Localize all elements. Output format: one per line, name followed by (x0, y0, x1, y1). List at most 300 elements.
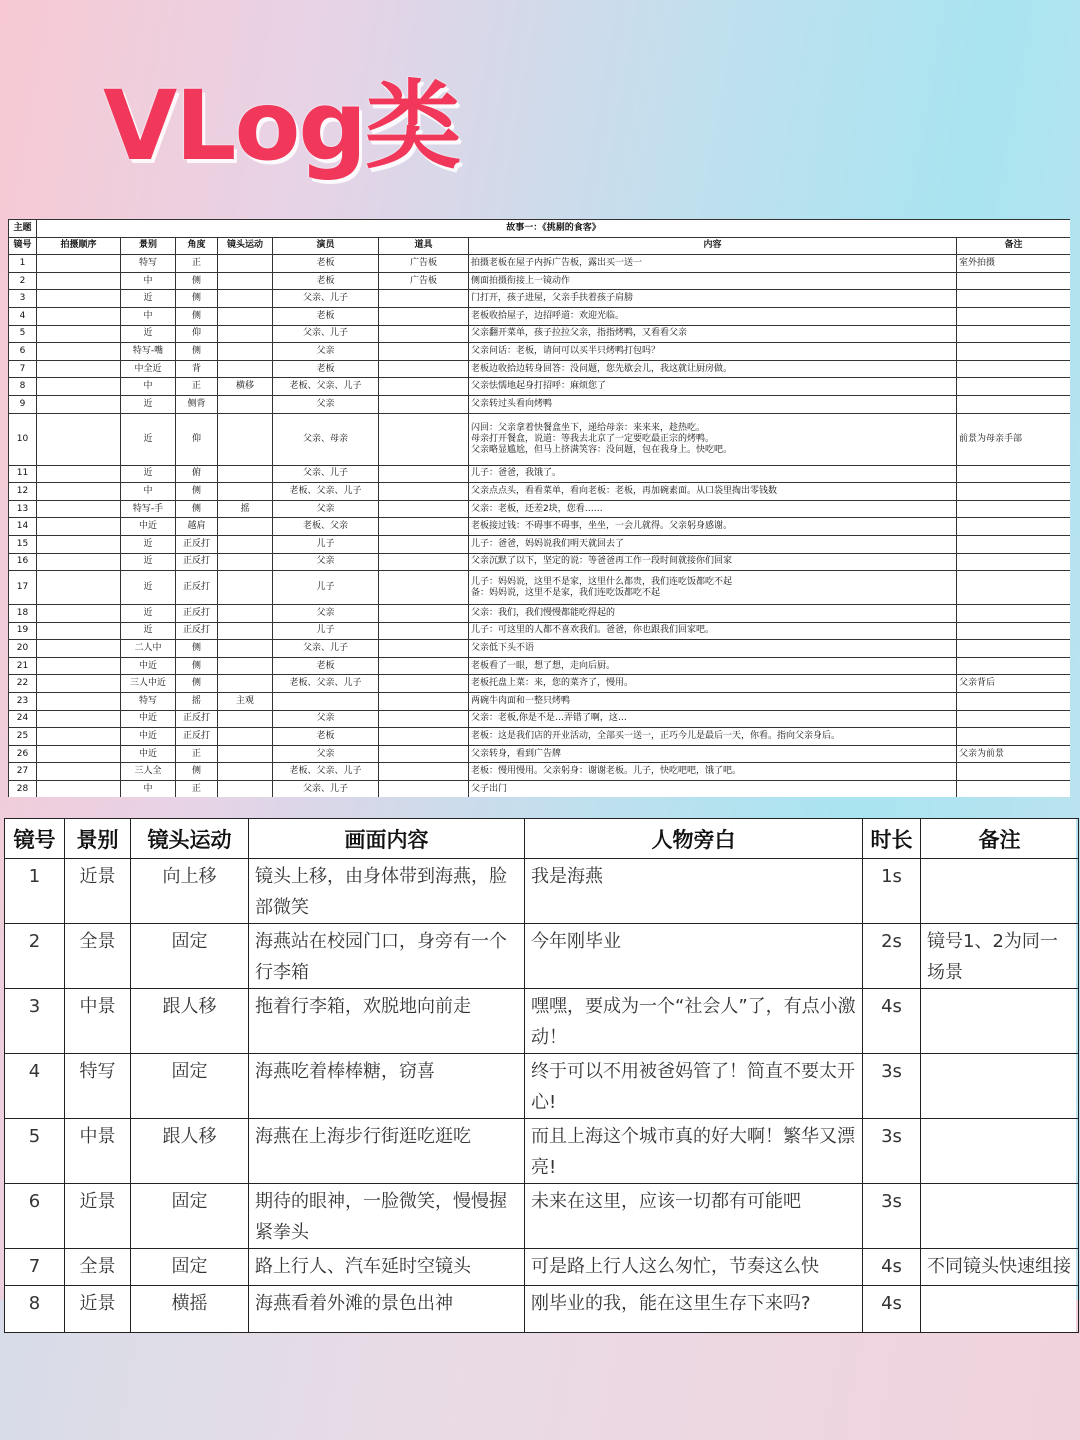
col-header: 镜号 (9, 237, 37, 255)
table-row (5, 1119, 1079, 1184)
cell-angle: 侧 (176, 640, 218, 658)
table-row (9, 500, 1071, 518)
cell-content (469, 553, 957, 571)
cell-content (469, 622, 957, 640)
content-line: 备：妈妈说，这里不是家，我们连吃饭都吃不起 (471, 587, 661, 598)
content-line: 父亲问话：老板，请问可以买半只烤鸭打包吗？ (471, 345, 661, 356)
cell-scene: 期待的眼神，一脸微笑，慢慢握紧拳头 (249, 1184, 525, 1249)
cell-prop (379, 693, 469, 711)
cell-prop (379, 781, 469, 797)
cell-actor: 父亲 (273, 395, 379, 413)
cell-prop (379, 535, 469, 553)
cell-actor: 老板 (273, 360, 379, 378)
cell-no: 9 (9, 395, 37, 413)
cell-shot: 近 (121, 465, 176, 483)
cell-shot: 中 (121, 483, 176, 501)
cell-shot: 全景 (65, 924, 131, 989)
table-row (9, 640, 1071, 658)
cell-move: 摇 (218, 500, 273, 518)
cell-angle: 侧 (176, 307, 218, 325)
cell-shot: 中近 (121, 745, 176, 763)
cell-angle: 正反打 (176, 710, 218, 728)
cell-move (218, 290, 273, 308)
cell-no: 23 (9, 693, 37, 711)
col-header: 备注 (957, 237, 1071, 255)
col-header: 演员 (273, 237, 379, 255)
cell-move (218, 553, 273, 571)
cell-move (218, 657, 273, 675)
cell-angle: 仰 (176, 325, 218, 343)
cell-angle: 背 (176, 360, 218, 378)
cell-actor: 父亲 (273, 343, 379, 361)
cell-no: 6 (9, 343, 37, 361)
cell-no: 13 (9, 500, 37, 518)
cell-no: 4 (5, 1054, 65, 1119)
cell-note (957, 781, 1071, 797)
content-line: 父亲怯懦地起身打招呼：麻烦您了 (471, 381, 607, 392)
cell-actor: 父亲 (273, 605, 379, 623)
cell-angle: 侧 (176, 483, 218, 501)
cell-no: 26 (9, 745, 37, 763)
col-header: 时长 (863, 819, 921, 859)
table-row (5, 1184, 1079, 1249)
cell-prop (379, 518, 469, 536)
cell-note (921, 1286, 1079, 1333)
table-row (9, 781, 1071, 797)
cell-actor: 老板、父亲、儿子 (273, 483, 379, 501)
cell-angle: 侧 (176, 290, 218, 308)
cell-note (957, 640, 1071, 658)
table-row (9, 483, 1071, 501)
cell-dur: 4s (863, 989, 921, 1054)
cell-move: 固定 (131, 924, 249, 989)
content-line: 父亲：老板，还差2块，您看…… (471, 503, 603, 514)
cell-note (957, 395, 1071, 413)
cell-actor: 儿子 (273, 535, 379, 553)
cell-note (957, 710, 1071, 728)
cell-shot: 中 (121, 307, 176, 325)
cell-move: 固定 (131, 1184, 249, 1249)
table-row (9, 622, 1071, 640)
cell-note: 镜号1、2为同一场景 (921, 924, 1079, 989)
cell-dur: 3s (863, 1119, 921, 1184)
content-line: 老板：慢用慢用。父亲躬身：谢谢老板。儿子，快吃吧吧，饿了吧。 (471, 766, 742, 777)
cell-prop (379, 728, 469, 746)
cell-move (218, 395, 273, 413)
cell-note (957, 553, 1071, 571)
cell-note (957, 605, 1071, 623)
col-header: 备注 (921, 819, 1079, 859)
cell-angle: 正 (176, 378, 218, 396)
table-row (5, 989, 1079, 1054)
table-row (9, 553, 1071, 571)
cell-note: 父亲背后 (957, 675, 1071, 693)
table-row (5, 924, 1079, 989)
cell-voice: 刚毕业的我，能在这里生存下来吗? (525, 1286, 863, 1333)
cell-note (921, 989, 1079, 1054)
cell-voice: 而且上海这个城市真的好大啊！繁华又漂亮! (525, 1119, 863, 1184)
storyboard-table-one (8, 219, 1070, 797)
cell-order (37, 483, 121, 501)
page-title: VLog类 (103, 70, 460, 182)
cell-angle: 侧 (176, 657, 218, 675)
cell-prop (379, 325, 469, 343)
cell-scene: 海燕看着外滩的景色出神 (249, 1286, 525, 1333)
cell-content (469, 728, 957, 746)
cell-shot: 特写 (121, 255, 176, 273)
cell-angle: 侧 (176, 272, 218, 290)
cell-prop (379, 622, 469, 640)
cell-move (218, 343, 273, 361)
cell-angle: 正 (176, 745, 218, 763)
cell-content (469, 378, 957, 396)
cell-prop (379, 413, 469, 465)
cell-angle: 侧 (176, 675, 218, 693)
cell-actor: 儿子 (273, 571, 379, 605)
cell-note (957, 307, 1071, 325)
content-line: 父亲转过头看向烤鸭 (471, 398, 553, 409)
cell-actor: 老板、父亲 (273, 518, 379, 536)
cell-order (37, 553, 121, 571)
content-line: 儿子：妈妈说，这里不是家，这里什么都贵，我们连吃饭都吃不起 (471, 576, 733, 587)
cell-prop: 广告板 (379, 255, 469, 273)
table-row (5, 859, 1079, 924)
cell-content (469, 465, 957, 483)
cell-dur: 2s (863, 924, 921, 989)
cell-no: 8 (9, 378, 37, 396)
cell-actor: 父亲、儿子 (273, 781, 379, 797)
cell-no: 5 (5, 1119, 65, 1184)
cell-prop (379, 657, 469, 675)
content-line: 父亲沉默了以下，坚定的说：等爸爸再工作一段时间就接你们回家 (471, 556, 733, 567)
cell-note (921, 1184, 1079, 1249)
cell-no: 16 (9, 553, 37, 571)
cell-note: 不同镜头快速组接 (921, 1249, 1079, 1286)
cell-actor: 老板 (273, 728, 379, 746)
cell-no: 10 (9, 413, 37, 465)
cell-scene: 海燕站在校园门口，身旁有一个行李箱 (249, 924, 525, 989)
cell-move (218, 763, 273, 781)
cell-order (37, 413, 121, 465)
cell-actor: 父亲、母亲 (273, 413, 379, 465)
cell-order (37, 657, 121, 675)
table-row (9, 272, 1071, 290)
cell-order (37, 605, 121, 623)
cell-actor: 父亲 (273, 553, 379, 571)
cell-actor: 老板、父亲、儿子 (273, 763, 379, 781)
cell-no: 8 (5, 1286, 65, 1333)
table-row (9, 571, 1071, 605)
cell-voice: 嘿嘿，要成为一个“社会人”了，有点小激动！ (525, 989, 863, 1054)
cell-note (957, 518, 1071, 536)
cell-note (957, 571, 1071, 605)
content-line: 父子出门 (471, 783, 508, 794)
cell-prop (379, 307, 469, 325)
cell-shot: 近景 (65, 859, 131, 924)
cell-order (37, 622, 121, 640)
cell-shot: 三人中近 (121, 675, 176, 693)
cell-shot: 中景 (65, 989, 131, 1054)
content-line: 老板：这是我们店的开业活动，全部买一送一，正巧今儿是最后一天，你看。指向父亲身后。 (471, 731, 841, 742)
cell-note: 室外拍摄 (957, 255, 1071, 273)
cell-actor: 老板 (273, 657, 379, 675)
table-row (9, 657, 1071, 675)
cell-order (37, 675, 121, 693)
cell-no: 25 (9, 728, 37, 746)
cell-move (218, 325, 273, 343)
cell-no: 17 (9, 571, 37, 605)
cell-content (469, 693, 957, 711)
cell-shot: 特写 (121, 693, 176, 711)
cell-move (218, 781, 273, 797)
cell-shot: 特写 (65, 1054, 131, 1119)
cell-move (218, 728, 273, 746)
cell-prop (379, 343, 469, 361)
cell-shot: 中 (121, 781, 176, 797)
cell-order (37, 518, 121, 536)
table-header-row (9, 237, 1071, 255)
table-row (9, 360, 1071, 378)
cell-angle: 仰 (176, 413, 218, 465)
cell-move (218, 465, 273, 483)
cell-prop (379, 605, 469, 623)
cell-note (957, 728, 1071, 746)
col-header: 道具 (379, 237, 469, 255)
cell-order (37, 500, 121, 518)
cell-no: 7 (5, 1249, 65, 1286)
col-header: 拍摄顺序 (37, 237, 121, 255)
cell-order (37, 360, 121, 378)
cell-no: 3 (9, 290, 37, 308)
cell-content (469, 535, 957, 553)
cell-angle: 侧 (176, 343, 218, 361)
cell-no: 19 (9, 622, 37, 640)
cell-content (469, 395, 957, 413)
cell-note (957, 693, 1071, 711)
cell-actor: 老板、父亲、儿子 (273, 675, 379, 693)
cell-move: 主观 (218, 693, 273, 711)
cell-order (37, 465, 121, 483)
cell-note (921, 1054, 1079, 1119)
cell-prop (379, 483, 469, 501)
cell-note (957, 622, 1071, 640)
cell-move (218, 518, 273, 536)
cell-no: 15 (9, 535, 37, 553)
content-line: 母亲打开餐盒，说道：等我去北京了一定要吃最正宗的烤鸭。 (471, 433, 715, 444)
cell-shot: 中全近 (121, 360, 176, 378)
cell-dur: 4s (863, 1249, 921, 1286)
cell-dur: 4s (863, 1286, 921, 1333)
cell-note (957, 763, 1071, 781)
table-row (9, 395, 1071, 413)
cell-prop (379, 553, 469, 571)
content-line: 儿子：可这里的人都不喜欢我们。爸爸，你也跟我们回家吧。 (471, 625, 715, 636)
cell-no: 1 (9, 255, 37, 273)
cell-order (37, 640, 121, 658)
cell-actor: 父亲 (273, 500, 379, 518)
cell-shot: 中近 (121, 728, 176, 746)
cell-prop (379, 500, 469, 518)
cell-actor: 父亲、儿子 (273, 465, 379, 483)
cell-note (957, 325, 1071, 343)
cell-move: 横摇 (131, 1286, 249, 1333)
table-row (5, 1286, 1079, 1333)
cell-angle: 侧 (176, 500, 218, 518)
cell-prop (379, 571, 469, 605)
cell-no: 24 (9, 710, 37, 728)
cell-shot: 全景 (65, 1249, 131, 1286)
table-row (5, 1249, 1079, 1286)
cell-angle: 正反打 (176, 622, 218, 640)
cell-no: 27 (9, 763, 37, 781)
cell-order (37, 535, 121, 553)
cell-angle: 正反打 (176, 535, 218, 553)
table-row (9, 728, 1071, 746)
cell-content (469, 325, 957, 343)
cell-order (37, 763, 121, 781)
cell-move (218, 710, 273, 728)
cell-content (469, 290, 957, 308)
table-row (9, 290, 1071, 308)
cell-move (218, 360, 273, 378)
cell-shot: 近 (121, 395, 176, 413)
cell-order (37, 693, 121, 711)
cell-no: 2 (9, 272, 37, 290)
cell-angle: 正 (176, 255, 218, 273)
cell-prop (379, 395, 469, 413)
cell-no: 7 (9, 360, 37, 378)
cell-angle: 俯 (176, 465, 218, 483)
cell-shot: 中景 (65, 1119, 131, 1184)
cell-note (957, 535, 1071, 553)
cell-content (469, 571, 957, 605)
col-header: 人物旁白 (525, 819, 863, 859)
cell-move (218, 571, 273, 605)
table-row (9, 518, 1071, 536)
storyboard-table-two (4, 818, 1079, 1333)
cell-order (37, 395, 121, 413)
cell-no: 20 (9, 640, 37, 658)
cell-no: 5 (9, 325, 37, 343)
content-line: 父亲：老板,你是不是…弄错了啊，这… (471, 713, 627, 724)
cell-content (469, 763, 957, 781)
cell-dur: 3s (863, 1184, 921, 1249)
cell-shot: 近景 (65, 1184, 131, 1249)
cell-content (469, 640, 957, 658)
col-header: 画面内容 (249, 819, 525, 859)
cell-note (957, 360, 1071, 378)
cell-order (37, 781, 121, 797)
cell-no: 3 (5, 989, 65, 1054)
cell-order (37, 378, 121, 396)
content-line: 父亲转身，看到广告牌 (471, 748, 562, 759)
cell-no: 2 (5, 924, 65, 989)
cell-shot: 二人中 (121, 640, 176, 658)
table-row (9, 745, 1071, 763)
cell-note (921, 859, 1079, 924)
cell-order (37, 745, 121, 763)
cell-content (469, 605, 957, 623)
content-line: 拍摄老板在屋子内拆广告板，露出买一送一 (471, 257, 643, 268)
table-row (9, 535, 1071, 553)
cell-no: 28 (9, 781, 37, 797)
content-line: 父亲：我们，我们慢慢都能吃得起的 (471, 607, 616, 618)
content-line: 父亲翻开菜单，孩子拉拉父亲，指指烤鸭，又看看父亲 (471, 328, 688, 339)
cell-shot: 中 (121, 378, 176, 396)
content-line: 老板接过钱：不碍事不碍事，坐坐，一会儿就得。父亲躬身感谢。 (471, 521, 733, 532)
cell-note (957, 483, 1071, 501)
cell-note (957, 290, 1071, 308)
cell-shot: 特写-嘴 (121, 343, 176, 361)
cell-no: 11 (9, 465, 37, 483)
cell-actor: 父亲 (273, 745, 379, 763)
table-row (9, 465, 1071, 483)
cell-move (218, 307, 273, 325)
cell-actor (273, 693, 379, 711)
cell-note (957, 378, 1071, 396)
cell-prop (379, 465, 469, 483)
cell-content (469, 343, 957, 361)
cell-move: 向上移 (131, 859, 249, 924)
cell-no: 4 (9, 307, 37, 325)
cell-note (957, 657, 1071, 675)
cell-note (957, 500, 1071, 518)
content-line: 老板收拾屋子，边招呼道：欢迎光临。 (471, 310, 625, 321)
cell-dur: 1s (863, 859, 921, 924)
col-header: 角度 (176, 237, 218, 255)
col-header: 镜头运动 (218, 237, 273, 255)
table-row (5, 1054, 1079, 1119)
content-line: 闪回：父亲拿着快餐盒坐下，递给母亲：来来来，趁热吃。 (471, 422, 706, 433)
cell-content (469, 657, 957, 675)
cell-actor: 父亲、儿子 (273, 290, 379, 308)
table-row (9, 413, 1071, 465)
theme-label: 主题 (9, 220, 37, 238)
cell-prop (379, 745, 469, 763)
cell-move (218, 745, 273, 763)
cell-angle: 正反打 (176, 553, 218, 571)
cell-note (921, 1119, 1079, 1184)
cell-shot: 近 (121, 605, 176, 623)
cell-move (218, 675, 273, 693)
cell-angle: 摇 (176, 693, 218, 711)
content-line: 老板看了一眼，想了想，走向后厨。 (471, 660, 616, 671)
cell-order (37, 307, 121, 325)
content-line: 两碗牛肉面和一整只烤鸭 (471, 695, 571, 706)
story-title-row (9, 220, 1071, 238)
cell-move (218, 640, 273, 658)
cell-order (37, 710, 121, 728)
cell-no: 6 (5, 1184, 65, 1249)
cell-content (469, 272, 957, 290)
cell-move (218, 413, 273, 465)
cell-content (469, 518, 957, 536)
table-row (9, 763, 1071, 781)
col-header: 景别 (65, 819, 131, 859)
table-row (9, 255, 1071, 273)
cell-no: 12 (9, 483, 37, 501)
cell-move (218, 535, 273, 553)
cell-shot: 近 (121, 571, 176, 605)
cell-note: 父亲为前景 (957, 745, 1071, 763)
cell-shot: 近 (121, 413, 176, 465)
cell-shot: 近 (121, 553, 176, 571)
table-row (9, 693, 1071, 711)
cell-content (469, 781, 957, 797)
cell-content (469, 500, 957, 518)
cell-voice: 未来在这里，应该一切都有可能吧 (525, 1184, 863, 1249)
cell-shot: 三人全 (121, 763, 176, 781)
